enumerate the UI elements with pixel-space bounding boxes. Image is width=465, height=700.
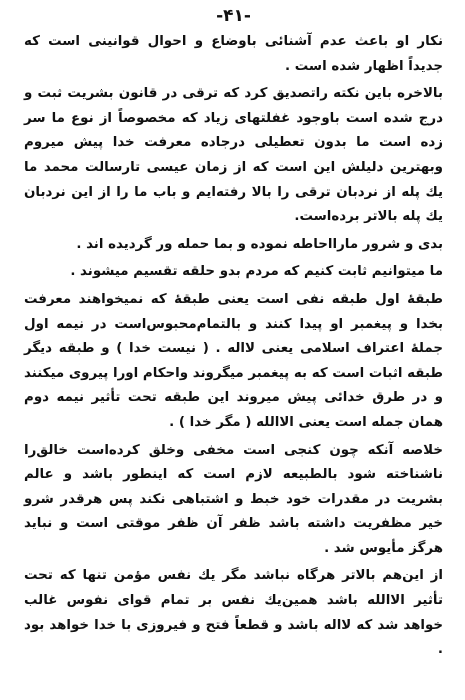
paragraph-5: طبقهٔ اول طبقه نفی است یعنی طبقهٔ که نمیخواهند معرفت بخدا و پیغمبر او پیدا کنند و بالتمام‌محبوس‌است در نیمه اول جملهٔ اعتراف اسلامی یعنی لااله . ( نیست خدا ) و طبقه دیگر طبقه اثبات است که به پیغمبر میگروند واحکام اورا پیروی میکنند و در طرق خدائی پیش میروند این طبقه تحت تأثیر نیمه دوم همان جمله است یعنی الاالله ( مگر خدا ) .: [24, 291, 443, 430]
paragraph-3: بدی و شرور مارااحاطه نموده و بما حمله ور گردیده اند .: [76, 236, 443, 252]
paragraph-6: خلاصه آنکه چون کنجی است مخفی وخلق کرده‌است خالق‌را ناشناخته شود بالطبیعه لازم است که اینطور باشد و عالم بشریت در مقدرات خود خبط و اشتباهی نکند پس هرقدر شرو خیر مظفریت داشته باشد ظفر آن ظفر موقتی است و نباید هرگز مأیوس شد .: [24, 442, 443, 556]
paragraph-7: از این‌هم بالاتر هرگاه نباشد مگر یك نفس مؤمن تنها که تحت تأثیر الاالله باشد همین‌یك نفس بر تمام قوای نفوس غالب خواهد شد که لااله باشد و قطعاً فتح و فیروزی با خدا خواهد بود .: [24, 568, 443, 658]
paragraph-2: بالاخره باین نکته راتصدیق کرد که ترقی در قانون بشریت ثبت و درج شده است باوجود غفلتهای زیاد که مخصوصاً از نوع ما سر زده است ما بدون تعطیلی درجاده معرفت خدا پیش میروم وبهترین دلیلش این است که از زمان عیسی تارسالت محمد ما یك پله از نردبان ترقی را بالا رفته‌ایم و باب ما را از این نردبان یك پله بالاتر برده‌است.: [24, 86, 443, 225]
paragraph-4: ما میتوانیم ثابت کنیم که مردم بدو حلقه تقسیم میشوند .: [70, 264, 443, 280]
body-text: [24, 30, 443, 663]
page-number: -۴۱-: [216, 6, 251, 26]
paragraph-1: نکار او باعث عدم آشنائی باوضاع و احوال قوانینی است که جدیداً اظهار شده است .: [24, 34, 443, 74]
